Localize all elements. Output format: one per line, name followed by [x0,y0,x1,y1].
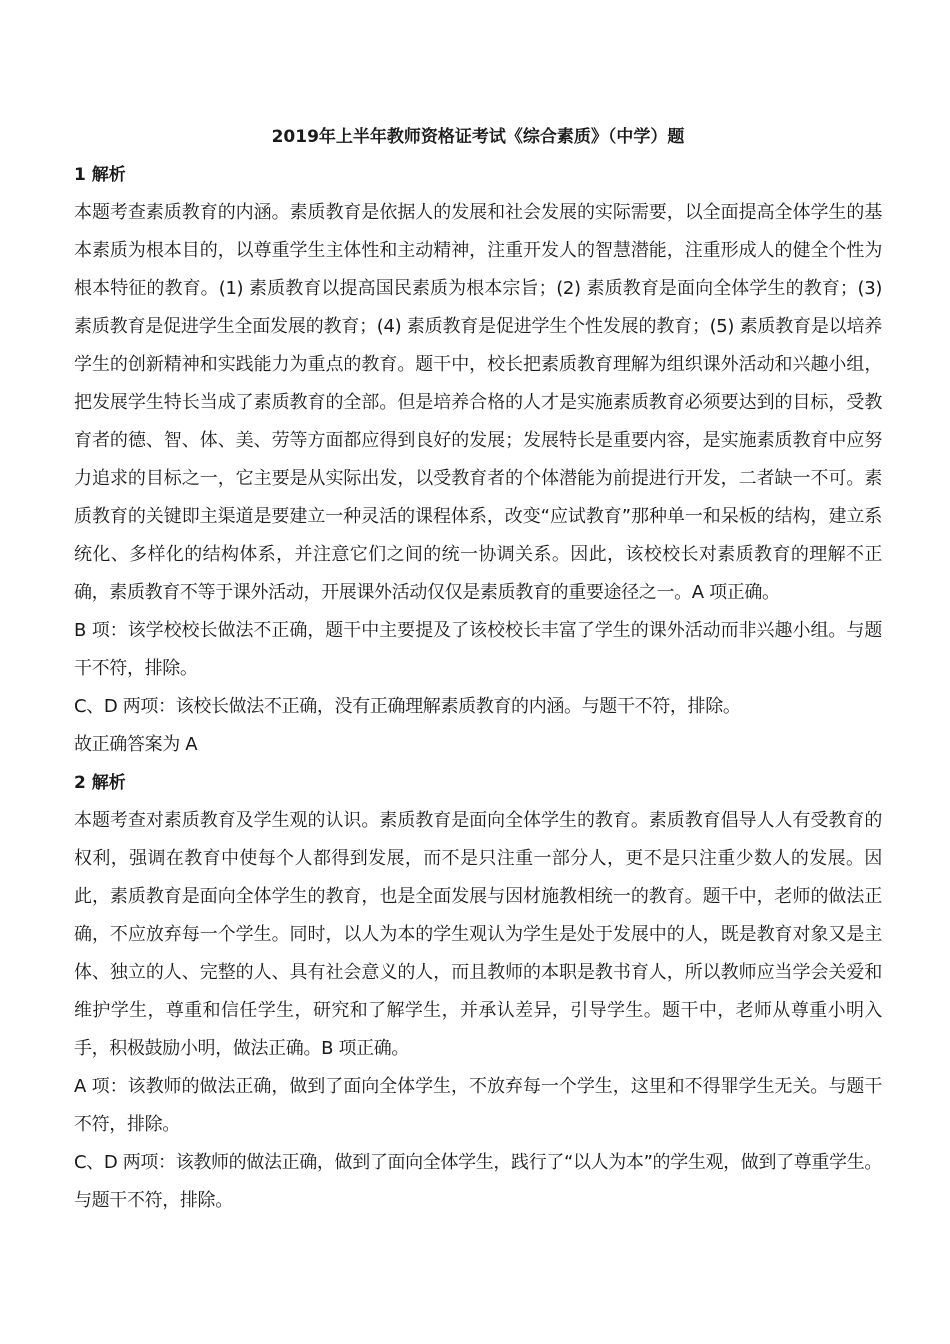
answer-line: 故正确答案为 A [74,734,198,755]
section-1 [74,156,882,764]
section-2 [74,764,882,1220]
paragraph: A 项：该教师的做法正确，做到了面向全体学生，不放弃每一个学生，这里和不得罪学生无关。与题干不符，排除。 [74,1076,882,1135]
paragraph: 本题考查素质教育的内涵。素质教育是依据人的发展和社会发展的实际需要，以全面提高全体学生的基本素质为根本目的，以尊重学生主体性和主动精神，注重开发人的智慧潜能，注重形成人的健全个性为根本特征的教育。(1) 素质教育以提高国民素质为根本宗旨；(2) 素质教育是面向全体学生的教育；(3) 素质教育是促进学生全面发展的教育；(4) 素质教育是促进学生个性发展的教育；(5) 素质教育是以培养学生的创新精神和实践能力为重点的教育。题干中，校长把素质教育理解为组织课外活动和兴趣小组，把发展学生特长当成了素质教育的全部。但是培养合格的人才是实施素质教育必须要达到的目标，受教育者的德、智、体、美、劳等方面都应得到良好的发展；发展特长是重要内容，是实施素质教育中应努力追求的目标之一，它主要是从实际出发，以受教育者的个体潜能为前提进行开发，二者缺一不可。素质教育的关键即主渠道是要建立一种灵活的课程体系，改变“应试教育”那种单一和呆板的结构，建立系统化、多样化的结构体系，并注意它们之间的统一协调关系。因此，该校校长对素质教育的理解不正确，素质教育不等于课外活动，开展课外活动仅仅是素质教育的重要途径之一。A 项正确。 [74,202,882,603]
section-heading: 2 解析 [74,773,126,793]
section-heading: 1 解析 [74,165,126,185]
paragraph: C、D 两项：该教师的做法正确，做到了面向全体学生，践行了“以人为本”的学生观，做到了尊重学生。与题干不符，排除。 [74,1152,882,1211]
paragraph: C、D 两项：该校长做法不正确，没有正确理解素质教育的内涵。与题干不符，排除。 [74,696,741,717]
document-title: 2019年上半年教师资格证考试《综合素质》（中学）题 [271,127,685,147]
document-page [74,118,882,1220]
paragraph: 本题考查对素质教育及学生观的认识。素质教育是面向全体学生的教育。素质教育倡导人人有受教育的权利，强调在教育中使每个人都得到发展，而不是只注重一部分人，更不是只注重少数人的发展。因此，素质教育是面向全体学生的教育，也是全面发展与因材施教相统一的教育。题干中，老师的做法正确，不应放弃每一个学生。同时，以人为本的学生观认为学生是处于发展中的人，既是教育对象又是主体、独立的人、完整的人、具有社会意义的人，而且教师的本职是教书育人，所以教师应当学会关爱和维护学生，尊重和信任学生，研究和了解学生，并承认差异，引导学生。题干中，老师从尊重小明入手，积极鼓励小明，做法正确。B 项正确。 [74,810,882,1059]
paragraph: B 项：该学校校长做法不正确，题干中主要提及了该校校长丰富了学生的课外活动而非兴趣小组。与题干不符，排除。 [74,620,882,679]
